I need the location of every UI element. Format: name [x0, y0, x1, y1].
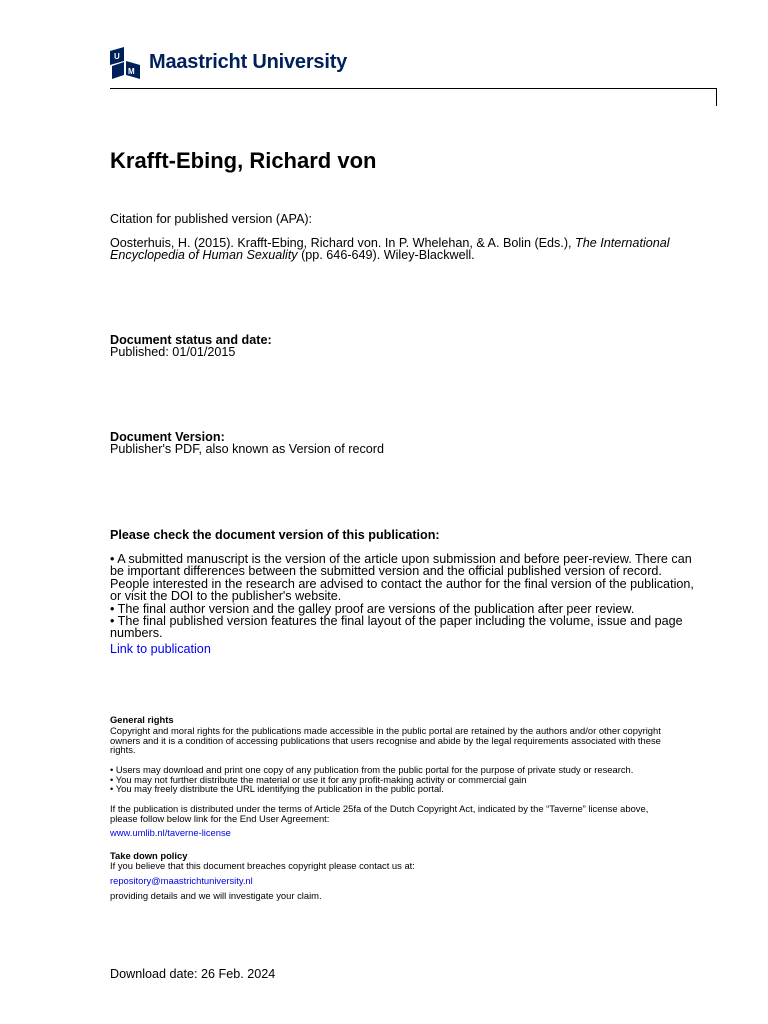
rights-heading: General rights — [110, 714, 174, 725]
check-list — [110, 553, 720, 640]
citation-text — [110, 237, 720, 262]
citation-label: Citation for published version (APA): — [110, 212, 313, 226]
citation-text-part: Encyclopedia of Human Sexuality — [110, 248, 298, 263]
rights-bullet: • Users may download and print one copy of any publication from the public portal for the purpose of private study or research. — [110, 764, 634, 775]
rights-line: Copyright and moral rights for the publications made accessible in the public portal are retained by the authors and/or other copyright — [110, 725, 661, 736]
svg-text:U: U — [114, 52, 120, 61]
check-line: People interested in the research are advised to contact the author for the final version of the publication, — [110, 576, 694, 591]
rights-bullets — [110, 765, 722, 794]
status-label: Document status and date: — [110, 333, 272, 347]
taverne-paragraph — [110, 804, 722, 823]
rights-bullet: • You may freely distribute the URL identifying the publication in the public portal. — [110, 783, 444, 795]
rights-paragraph — [110, 726, 722, 755]
header-divider-tick — [716, 88, 717, 106]
check-line: • The final published version features the final layout of the paper including the volume, issue and page — [110, 614, 683, 629]
publication-link[interactable]: Link to publication — [110, 642, 211, 656]
takedown-heading: Take down policy — [110, 850, 188, 861]
taverne-line: If the publication is distributed under the terms of Article 25fa of the Dutch Copyright Act, indicated by the “Taverne” license above, — [110, 803, 649, 814]
citation-text-part: The International — [575, 236, 670, 250]
takedown-text: If you believe that this document breaches copyright please contact us at: — [110, 860, 415, 871]
rights-line: owners and it is a condition of accessing publications that users recognise and abide by the legal requirements associated with these — [110, 734, 661, 746]
takedown-closing: providing details and we will investigate your claim. — [110, 890, 322, 901]
check-line: numbers. — [110, 626, 163, 641]
repository-email-link[interactable]: repository@maastrichtuniversity.nl — [110, 875, 253, 886]
university-logo-icon — [110, 47, 140, 79]
citation-text-part: Oosterhuis, H. (2015). Krafft-Ebing, Richard von. In P. Whelehan, & A. Bolin (Eds.), — [110, 236, 576, 250]
rights-line: rights. — [110, 744, 136, 756]
taverne-license-link[interactable]: www.umlib.nl/taverne-license — [110, 827, 231, 838]
check-line: or visit the DOI to the publisher's website. — [110, 589, 342, 604]
check-line: • The final author version and the galley proof are versions of the publication after peer review. — [110, 601, 635, 616]
page-title: Krafft-Ebing, Richard von — [110, 148, 377, 173]
download-date: Download date: 26 Feb. 2024 — [110, 967, 276, 981]
taverne-line: please follow below link for the End User Agreement: — [110, 812, 330, 824]
version-label: Document Version: — [110, 430, 225, 444]
svg-text:M: M — [128, 67, 135, 76]
check-line: • A submitted manuscript is the version of the article upon submission and before peer-review. There can — [110, 552, 692, 566]
check-line: be important differences between the submitted version and the official published version of record. — [110, 564, 662, 579]
citation-text-part: (pp. 646-649). Wiley-Blackwell. — [297, 248, 475, 263]
check-heading: Please check the document version of this publication: — [110, 528, 440, 542]
status-value: Published: 01/01/2015 — [110, 345, 236, 359]
version-value: Publisher's PDF, also known as Version of record — [110, 442, 384, 456]
header-divider — [110, 88, 716, 89]
institution-name: Maastricht University — [149, 51, 348, 73]
rights-bullet: • You may not further distribute the material or use it for any profit-making activity or commercial gain — [110, 773, 527, 785]
